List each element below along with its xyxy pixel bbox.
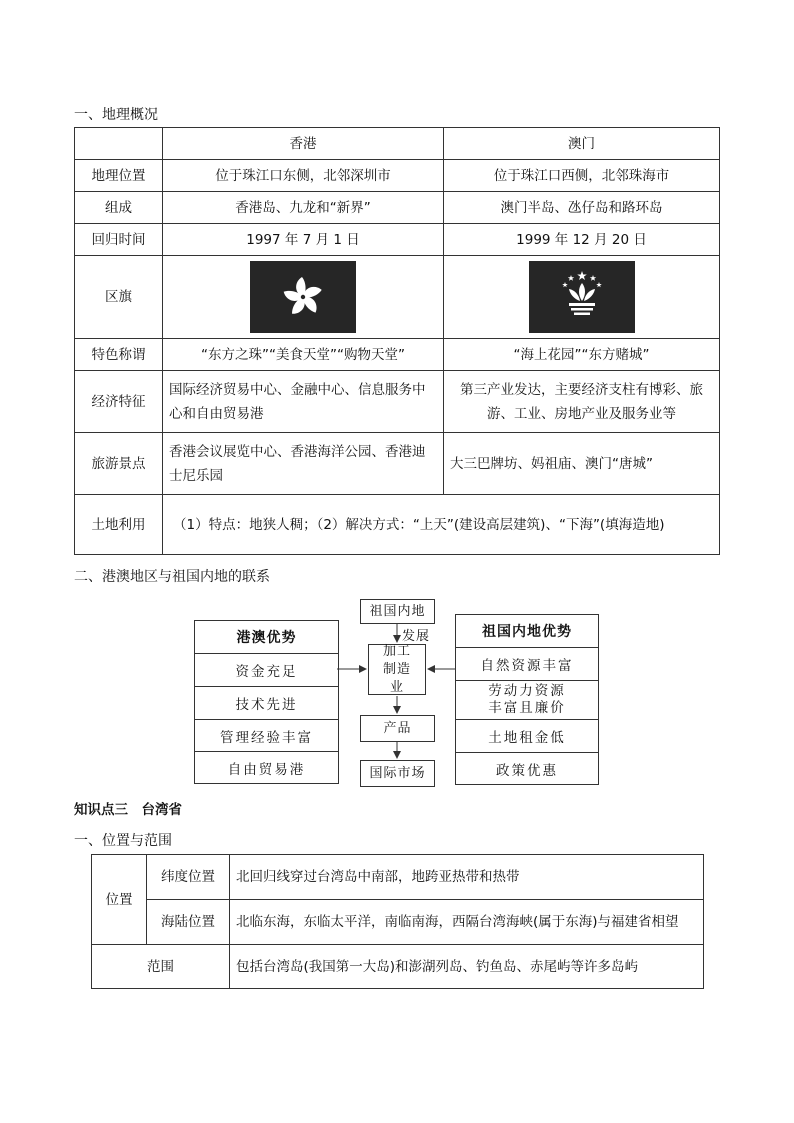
- mainland-advantages-title: 祖国内地优势: [482, 624, 572, 640]
- range-label: 范围: [92, 945, 230, 989]
- merged-cell: （1）特点：地狭人稠；（2）解决方式：“上天”(建设高层建筑)、“下海”(填海造地): [163, 495, 720, 555]
- mo-cell: 第三产业发达，主要经济支柱有博彩、旅游、工业、房地产业及服务业等: [444, 371, 720, 433]
- row-label: 地理位置: [75, 160, 163, 192]
- hk-advantages-title: 港澳优势: [236, 630, 297, 646]
- hk-cell: “东方之珠”“美食天堂”“购物天堂”: [163, 339, 444, 371]
- hk-cell: 国际经济贸易中心、金融中心、信息服务中心和自由贸易港: [163, 371, 444, 433]
- list-item: 管理经验丰富: [195, 719, 338, 752]
- row-value: 北回归线穿过台湾岛中南部，地跨亚热带和热带: [230, 855, 704, 900]
- list-item: 资金充足: [195, 653, 338, 686]
- row-label: 土地利用: [75, 495, 163, 555]
- row-label: 海陆位置: [147, 900, 230, 945]
- table-row: [92, 945, 704, 989]
- list-item: 自由贸易港: [195, 751, 338, 783]
- row-label: 区旗: [75, 256, 163, 339]
- knowledge-point-title: 知识点三 台湾省: [74, 802, 182, 818]
- hk-cell: 位于珠江口东侧，北邻深圳市: [163, 160, 444, 192]
- manufacturing-box: 加工制造业: [368, 644, 426, 695]
- section-heading-geography: 一、地理概况: [74, 107, 158, 123]
- hk-cell: 香港岛、九龙和“新界”: [163, 192, 444, 224]
- develop-label: 发展: [402, 629, 431, 644]
- table-row: [92, 900, 704, 945]
- product-box: 产品: [360, 715, 435, 742]
- mo-cell: 大三巴牌坊、妈祖庙、澳门“唐城”: [444, 433, 720, 495]
- header-hong-kong: 香港: [163, 128, 444, 160]
- hk-cell: 香港会议展览中心、香港海洋公园、香港迪士尼乐园: [163, 433, 444, 495]
- list-item: 土地租金低: [456, 719, 598, 752]
- hk-cell: 1997 年 7 月 1 日: [163, 224, 444, 256]
- section-heading-location: 一、位置与范围: [74, 833, 172, 849]
- row-label: 经济特征: [75, 371, 163, 433]
- mo-cell: “海上花园”“东方赌城”: [444, 339, 720, 371]
- range-value: 包括台湾岛(我国第一大岛)和澎湖列岛、钓鱼岛、赤尾屿等许多岛屿: [230, 945, 704, 989]
- mo-cell: 1999 年 12 月 20 日: [444, 224, 720, 256]
- row-label: 特色称谓: [75, 339, 163, 371]
- list-item: 政策优惠: [456, 752, 598, 784]
- mo-cell: 位于珠江口西侧，北邻珠海市: [444, 160, 720, 192]
- list-item: 劳动力资源丰富且廉价: [456, 680, 598, 719]
- header-macau: 澳门: [444, 128, 720, 160]
- row-label: 纬度位置: [147, 855, 230, 900]
- mo-cell: 澳门半岛、氹仔岛和路环岛: [444, 192, 720, 224]
- list-item: 技术先进: [195, 686, 338, 719]
- table-row: [92, 855, 704, 900]
- row-label: 旅游景点: [75, 433, 163, 495]
- list-item: 自然资源丰富: [456, 647, 598, 680]
- row-value: 北临东海，东临太平洋，南临南海，西隔台湾海峡(属于东海)与福建省相望: [230, 900, 704, 945]
- row-label: 回归时间: [75, 224, 163, 256]
- market-box: 国际市场: [360, 760, 435, 787]
- taiwan-location-table: [91, 854, 704, 989]
- row-label: 组成: [75, 192, 163, 224]
- mainland-box: 祖国内地: [360, 599, 435, 624]
- group-label: 位置: [92, 855, 147, 945]
- section-heading-links: 二、港澳地区与祖国内地的联系: [74, 569, 270, 585]
